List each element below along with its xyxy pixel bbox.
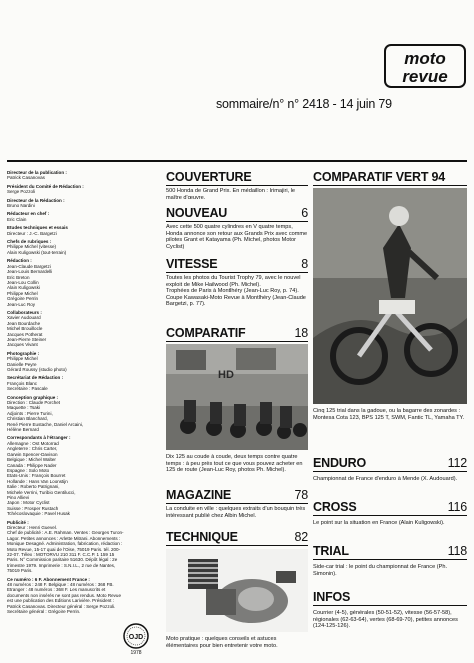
section-number: 116 bbox=[447, 500, 467, 514]
section-text: La conduite en ville : quelques extraits d'un bouquin très intéressant publié chez Albin Michel. bbox=[166, 506, 306, 519]
section-enduro bbox=[313, 456, 467, 470]
section-title: INFOS bbox=[313, 590, 351, 604]
credit-line: Danielle Peyre bbox=[7, 361, 37, 367]
credit-block bbox=[7, 395, 125, 433]
credit-line: Eric Clain bbox=[7, 216, 27, 222]
credit-line: Direction : Claude Porchet bbox=[7, 400, 61, 406]
credit-line: Garwin Spencer-Davison bbox=[7, 451, 58, 457]
credit-block bbox=[7, 239, 125, 255]
credits-column bbox=[7, 170, 125, 617]
credit-line: Philippe Michel bbox=[7, 290, 38, 296]
section-text: Dix 125 au coude à coude, deux temps contre quatre temps : à peu près tout ce que vous pouvez acheter en 125 de route (Jean-Luc Roy, photos Ph. Michel). bbox=[166, 454, 303, 474]
section-title: COMPARATIF VERT 94 bbox=[313, 170, 446, 184]
credit-line: Michele Verrini, Turibio Gentilucci, bbox=[7, 489, 76, 495]
credit-line: Jacques Vivant bbox=[7, 342, 38, 348]
section-comparatif bbox=[166, 326, 308, 340]
credit-title: Directeur de la publication : bbox=[7, 170, 67, 175]
credit-line: Adjoints : Pierre Turini, bbox=[7, 410, 53, 416]
credit-line: Michel Brouillocle bbox=[7, 326, 43, 332]
section-rule bbox=[166, 185, 308, 186]
credit-line: Suisse : Prosper Rustach bbox=[7, 505, 59, 511]
credit-line: Philippe Michel (vitesse) bbox=[7, 244, 57, 250]
credit-block bbox=[7, 225, 125, 236]
section-rule bbox=[166, 221, 308, 222]
issue-line: sommaire/n° n° 2418 - 14 juin 79 bbox=[216, 97, 392, 111]
engine-photo bbox=[166, 549, 308, 632]
credit-line: Allemagne : Ost Motorrad bbox=[7, 440, 59, 446]
section-number: 78 bbox=[294, 488, 308, 502]
section-number: 118 bbox=[447, 544, 467, 558]
section-text: Cinq 125 trial dans la gadoue, ou la bagarre des zonardes : Montesa Cota 123, BPS 125 T, SWM, Fantic TL, Yamaha TY. bbox=[313, 408, 465, 421]
stamp-label: OJD bbox=[128, 634, 144, 641]
section-couverture bbox=[166, 170, 308, 184]
section-text: Moto pratique : quelques conseils et astuces élémentaires pour bien entretenir votre moto. bbox=[166, 636, 278, 649]
credit-line: François Blanc bbox=[7, 380, 38, 386]
section-rule bbox=[313, 559, 467, 560]
credit-line: Gérard Roussy (studio photo) bbox=[7, 367, 67, 372]
credit-block bbox=[7, 184, 125, 195]
section-rule bbox=[166, 272, 308, 273]
credit-line: Xavier Audouard bbox=[7, 315, 41, 321]
section-number: 18 bbox=[294, 326, 308, 340]
section-cross bbox=[313, 500, 467, 514]
section-title: NOUVEAU bbox=[166, 206, 228, 220]
credit-title: Correspondants à l'étranger : bbox=[7, 435, 71, 441]
moto-revue-logo bbox=[384, 44, 466, 88]
section-text: 500 Honda de Grand Prix. En médaillon : Irimajiri, le maître d'œuvre. bbox=[166, 188, 296, 201]
credit-line: Canada : Philippe Nader bbox=[7, 462, 57, 468]
credit-title: Etudes techniques et essais bbox=[7, 225, 68, 231]
credit-line: Pino Allievi bbox=[7, 494, 29, 500]
section-number: 82 bbox=[294, 530, 308, 544]
credit-line: Belgique : Michel Walter bbox=[7, 457, 56, 463]
credit-line: Maquette : Tsaki bbox=[7, 405, 41, 411]
section-technique bbox=[166, 530, 308, 544]
section-title: MAGAZINE bbox=[166, 488, 232, 502]
credit-line: Jean-Louis Bernardelli bbox=[7, 269, 53, 275]
section-rule bbox=[166, 341, 308, 342]
svg-text:moto: moto bbox=[404, 49, 446, 68]
credit-title: Publicité : bbox=[7, 519, 29, 525]
comparatif-photo bbox=[166, 344, 308, 450]
credit-block bbox=[7, 520, 125, 574]
credit-title: Rédacteur en chef : bbox=[7, 211, 50, 217]
svg-text:HD: HD bbox=[218, 369, 234, 381]
section-rule bbox=[313, 605, 467, 606]
credit-line: Etats-Unis : François Bourret bbox=[7, 473, 66, 479]
credit-block bbox=[7, 577, 125, 615]
section-text: Toutes les photos du Tourist Trophy 79, avec le nouvel exploit de Mike Hailwood (Ph. Michel). Trophées de Paris à Montlhéry (Jean-Luc Roy, p. 74). Coupe Kawasaki-Moto Revue à Montlhéry (Jean-Claude Bargetzi, p. 77). bbox=[166, 275, 306, 308]
section-infos bbox=[313, 590, 467, 604]
section-rule bbox=[313, 515, 467, 516]
credit-line: Christian Blanchard, bbox=[7, 416, 48, 422]
section-title: VITESSE bbox=[166, 257, 218, 271]
section-nouveau bbox=[166, 206, 308, 220]
credit-line: René Pierre Eustache, Daniel Arcaini, bbox=[7, 421, 84, 427]
credit-line: Directeur : J.-C. Bargetzi bbox=[7, 230, 57, 236]
credit-line: Espagne : Solo Moto bbox=[7, 467, 50, 473]
credit-line: Alain Kuligowski (tout-terrain) bbox=[7, 249, 67, 255]
trial-photo bbox=[313, 188, 467, 404]
section-title: COUVERTURE bbox=[166, 170, 252, 184]
credit-title: Chefs de rubriques : bbox=[7, 239, 52, 245]
credit-line: Japon : Motor Cyclist bbox=[7, 500, 50, 506]
credit-title: Directeur de la Rédaction : bbox=[7, 197, 65, 203]
credit-line: Jean-Lou Collin bbox=[7, 279, 39, 285]
credit-block bbox=[7, 310, 125, 348]
credit-title: Collaborateurs : bbox=[7, 309, 42, 315]
stamp-year: 1978 bbox=[130, 650, 142, 655]
credit-line: Jean-Claude Bargetzi bbox=[7, 263, 51, 269]
section-rule bbox=[313, 185, 467, 186]
credit-block bbox=[7, 211, 125, 222]
section-magazine bbox=[166, 488, 308, 502]
credit-line: 48 numéros : 248 F. Belgique : 48 numéros : 368 FB. Etranger : 48 numéros : 368 F. Les manuscrits et documents non insérés ne sont pas rendus. Moto Revue est une publication des Editions Larivière. Président : Patrick Casanovas. Directeur général : Serge Pozzoli. Secrétaire général : Grégoire Perrin. bbox=[7, 582, 121, 615]
credit-line: Alain Kuligowski bbox=[7, 285, 40, 291]
credit-title: Rédaction : bbox=[7, 258, 32, 264]
credit-title: Secrétariat de Rédaction : bbox=[7, 375, 64, 381]
section-text: Side-car trial : le point du championnat de France (Ph. Simonin). bbox=[313, 564, 448, 577]
credit-line: Philippe Michel bbox=[7, 356, 38, 362]
credit-line: Angleterre : Chris Carter, bbox=[7, 446, 58, 452]
credit-line: Jean-Luc Roy bbox=[7, 301, 36, 307]
credit-line: Jacques Potherat bbox=[7, 331, 43, 337]
section-rule bbox=[166, 503, 308, 504]
section-number: 6 bbox=[301, 206, 308, 220]
credit-block bbox=[7, 170, 125, 181]
section-text: Avec cette 500 quatre cylindres en V quatre temps, Honda annonce son retour aux Grands Prix avec comme pilotes Grant et Katayama (Ph. Michel, photos Motor Cyclist) bbox=[166, 224, 308, 250]
credit-line: Chef de publicité : A.E. Rahman. Ventes : Georges Turon-Lagor. Petites annonces : Arlette Mitrani. Abonnements : Monique Desagné. Administration, fabrication, rédaction : Moto Revue, 15-17 quai de l'Oise, 75019 Paris. tél. 200-22-07. Télex : MOTORVU 210 311 F. C.C.P. 1 159 15 Paris. N° Commission paritaire 51630. Dépôt légal : 2e trimestre 1979. Imprimerie : S.N.I.L., 2 rue de Nantes, 75019 Paris. bbox=[7, 530, 124, 574]
credit-block bbox=[7, 375, 125, 391]
credit-title: Photographie : bbox=[7, 350, 40, 356]
credit-block bbox=[7, 258, 125, 307]
credit-line: Jean Bourdache bbox=[7, 320, 41, 326]
credit-line: Hélène Bernard bbox=[7, 427, 39, 433]
header-rule bbox=[7, 160, 467, 162]
section-vitesse bbox=[166, 257, 308, 271]
section-text: Courrier (4-5), générales (50-51-52), vitesse (56-57-58), régionales (62-63-64), vertes (68-69-70), petites annonces (124-125-126). bbox=[313, 610, 458, 630]
credit-title: Conception graphique : bbox=[7, 394, 59, 400]
section-title: CROSS bbox=[313, 500, 357, 514]
credit-line: Hollande : Hans Van Loonstijn bbox=[7, 478, 68, 484]
section-number: 112 bbox=[447, 456, 467, 470]
credit-line: Secrétaire : Pascale bbox=[7, 386, 48, 392]
credit-line: Italie : Roberto Patrignani, bbox=[7, 484, 60, 490]
section-title: TECHNIQUE bbox=[166, 530, 238, 544]
credit-line: Grégoire Perrin bbox=[7, 296, 39, 302]
credit-line: Jean-Pierre Steiner bbox=[7, 336, 47, 342]
credit-line: Serge Pozzoli bbox=[7, 189, 36, 195]
credit-line: Eric Breton bbox=[7, 274, 30, 280]
section-text: Le point sur la situation en France (Alain Kuligowski). bbox=[313, 520, 445, 526]
section-rule bbox=[313, 471, 467, 472]
section-number: 8 bbox=[301, 257, 308, 271]
credit-title: Ce numéro : 6 F. Abonnement France : bbox=[7, 576, 90, 582]
credit-block bbox=[7, 198, 125, 209]
svg-text:revue: revue bbox=[402, 67, 448, 86]
credit-line: Patrick Casanovas bbox=[7, 175, 45, 181]
credit-line: Bruno Nardini bbox=[7, 203, 35, 209]
credit-title: Président du Comité de Rédaction : bbox=[7, 183, 84, 189]
ojd-stamp bbox=[119, 621, 153, 655]
section-comparatif-vert bbox=[313, 170, 467, 184]
section-trial bbox=[313, 544, 467, 558]
section-rule bbox=[166, 545, 308, 546]
section-title: TRIAL bbox=[313, 544, 349, 558]
credit-line: Directeur : Henri Guevel. bbox=[7, 524, 58, 530]
section-title: COMPARATIF bbox=[166, 326, 246, 340]
section-text: Championnat de France d'enduro à Mende (X. Audouard). bbox=[313, 476, 458, 482]
credit-block bbox=[7, 351, 125, 373]
section-title: ENDURO bbox=[313, 456, 366, 470]
credit-line: Tchécoslovaquie : Pavel Husak bbox=[7, 511, 70, 517]
credit-block bbox=[7, 435, 125, 516]
